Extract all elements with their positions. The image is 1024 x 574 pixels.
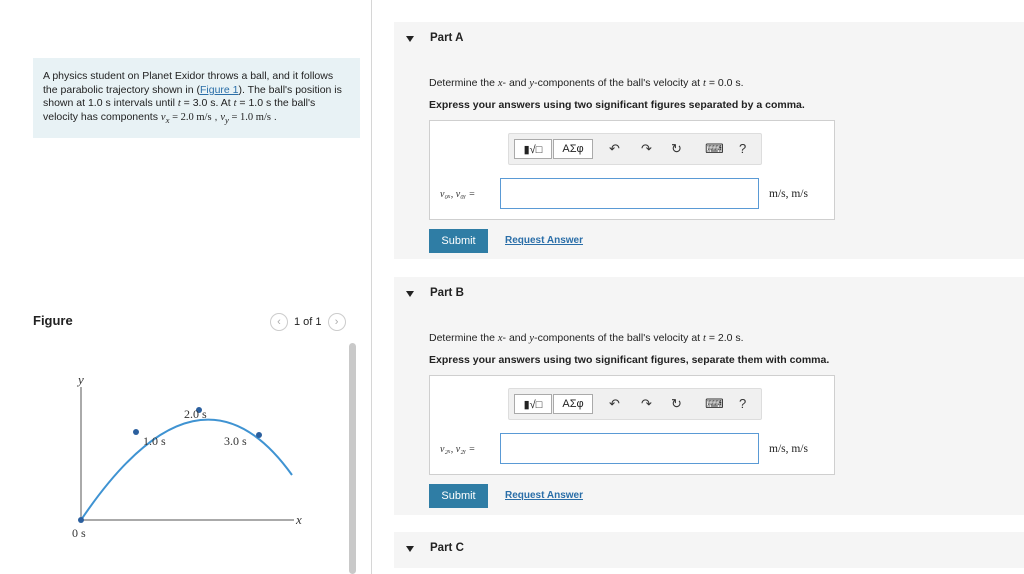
part-c-header[interactable] xyxy=(394,532,1024,568)
part-b-answer-input[interactable] xyxy=(500,433,759,464)
part-a-answer-label: v₀ₓ, v₀ᵧ = xyxy=(440,189,476,200)
figure-scrollbar[interactable] xyxy=(349,343,356,574)
part-a-units: m/s, m/s xyxy=(769,188,808,200)
part-a-request-answer-link[interactable]: Request Answer xyxy=(505,235,583,246)
part-b-submit-button[interactable]: Submit xyxy=(429,484,488,508)
label-0s: 0 s xyxy=(72,526,86,540)
part-a-header[interactable] xyxy=(394,22,1024,58)
help-icon[interactable]: ? xyxy=(739,396,747,411)
figure-pager xyxy=(270,313,346,331)
part-a-question: Determine the x- and y-components of the ball's velocity at t = 0.0 s. xyxy=(429,77,744,89)
panel-divider xyxy=(371,0,372,574)
undo-icon[interactable]: ↶ xyxy=(609,396,620,411)
undo-icon[interactable]: ↶ xyxy=(609,141,620,156)
part-b-question: Determine the x- and y-components of the ball's velocity at t = 2.0 s. xyxy=(429,332,744,344)
collapse-arrow-icon[interactable] xyxy=(406,36,414,42)
label-1s: 1.0 s xyxy=(143,434,166,448)
trajectory-figure xyxy=(60,365,320,545)
part-a-answer-input[interactable] xyxy=(500,178,759,209)
pager-text: 1 of 1 xyxy=(294,316,322,328)
symbols-button[interactable]: ΑΣφ xyxy=(553,394,593,414)
point-1s xyxy=(133,429,139,435)
templates-button[interactable]: ▮√□ xyxy=(514,394,552,414)
part-a-instruction: Express your answers using two significant figures separated by a comma. xyxy=(429,99,805,111)
help-icon[interactable]: ? xyxy=(739,141,747,156)
keyboard-icon[interactable]: ⌨ xyxy=(705,141,724,156)
prev-figure-button[interactable]: ‹ xyxy=(270,313,288,331)
next-figure-button[interactable]: › xyxy=(328,313,346,331)
label-3s: 3.0 s xyxy=(224,434,247,448)
collapse-arrow-icon[interactable] xyxy=(406,291,414,297)
x-axis-label: x xyxy=(296,512,302,527)
reset-icon[interactable]: ↻ xyxy=(671,141,682,156)
reset-icon[interactable]: ↻ xyxy=(671,396,682,411)
part-b-header[interactable] xyxy=(394,277,1024,313)
collapse-arrow-icon[interactable] xyxy=(406,546,414,552)
part-b-answer-box xyxy=(429,375,835,475)
label-2s: 2.0 s xyxy=(184,407,207,421)
y-axis-label: y xyxy=(78,372,84,387)
redo-icon[interactable]: ↷ xyxy=(641,141,652,156)
symbols-button[interactable]: ΑΣφ xyxy=(553,139,593,159)
left-panel xyxy=(0,0,370,574)
problem-statement: A physics student on Planet Exidor throws a ball, and it follows the parabolic trajectory shown in (Figure 1). The ball's position is shown at 1.0 s intervals until t = 3.0 s. At t = 1.0 s the ball's velocity has components $v_x = 2.0$ m/s , $v_y = 1.0$ m/s . xyxy=(33,58,360,138)
keyboard-icon[interactable]: ⌨ xyxy=(705,396,724,411)
part-a-answer-box xyxy=(429,120,835,220)
part-a-submit-button[interactable]: Submit xyxy=(429,229,488,253)
part-a-label: Part A xyxy=(430,32,464,44)
part-b-label: Part B xyxy=(430,287,464,299)
math-toolbar xyxy=(508,133,762,165)
part-c-label: Part C xyxy=(430,542,464,554)
part-b-request-answer-link[interactable]: Request Answer xyxy=(505,490,583,501)
part-b-answer-label: v₂ₓ, v₂ᵧ = xyxy=(440,444,476,455)
point-0s xyxy=(78,517,84,523)
point-3s xyxy=(256,432,262,438)
math-toolbar xyxy=(508,388,762,420)
figure-title: Figure xyxy=(33,313,73,328)
part-b-units: m/s, m/s xyxy=(769,443,808,455)
part-b-instruction: Express your answers using two significant figures, separate them with comma. xyxy=(429,354,830,366)
figure-link[interactable]: Figure 1 xyxy=(200,83,239,96)
redo-icon[interactable]: ↷ xyxy=(641,396,652,411)
templates-button[interactable]: ▮√□ xyxy=(514,139,552,159)
